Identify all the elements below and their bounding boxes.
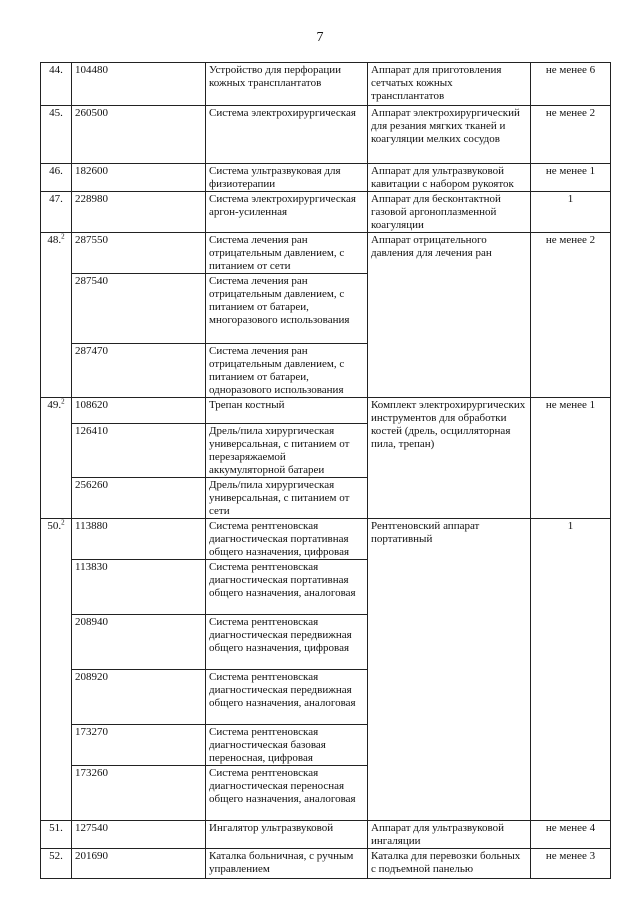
type-code: 104480 <box>72 63 206 106</box>
item-number-text: 45. <box>49 107 63 119</box>
type-name: Система ультразвуковая для физиотерапии <box>206 164 368 192</box>
type-code: 173270 <box>72 725 206 766</box>
quantity: не менее 4 <box>531 821 611 849</box>
type-code: 287550 <box>72 233 206 274</box>
device-name: Комплект электрохирургических инструментов для обработки костей (дрель, осцилляторная пила, трепан) <box>368 398 531 519</box>
item-number-text: 44. <box>49 64 63 76</box>
type-code: 182600 <box>72 164 206 192</box>
type-code: 208940 <box>72 615 206 670</box>
quantity: не менее 1 <box>531 164 611 192</box>
table-row <box>41 519 611 560</box>
type-name: Устройство для перфорации кожных трансплантатов <box>206 63 368 106</box>
footnote-mark: 2 <box>61 518 65 527</box>
item-number <box>41 106 72 164</box>
item-number-text: 46. <box>49 165 63 177</box>
table-row <box>41 233 611 274</box>
type-name: Система рентгеновская диагностическая передвижная общего назначения, аналоговая <box>206 670 368 725</box>
item-number <box>41 519 72 821</box>
quantity: не менее 6 <box>531 63 611 106</box>
quantity: не менее 2 <box>531 106 611 164</box>
item-number-text: 51. <box>49 822 63 834</box>
device-name: Каталка для перевозки больных с подъемной панелью <box>368 849 531 879</box>
quantity: 1 <box>531 519 611 821</box>
type-name: Система электрохирургическая <box>206 106 368 164</box>
type-name: Трепан костный <box>206 398 368 424</box>
device-name: Аппарат для ультразвуковой ингаляции <box>368 821 531 849</box>
type-name: Ингалятор ультразвуковой <box>206 821 368 849</box>
type-code: 208920 <box>72 670 206 725</box>
item-number <box>41 164 72 192</box>
item-number <box>41 233 72 398</box>
type-code: 173260 <box>72 766 206 821</box>
type-code: 287470 <box>72 344 206 398</box>
type-name: Система рентгеновская диагностическая портативная общего назначения, аналоговая <box>206 560 368 615</box>
item-number <box>41 821 72 849</box>
item-number <box>41 849 72 879</box>
device-name: Аппарат для бесконтактной газовой аргоноплазменной коагуляции <box>368 192 531 233</box>
type-code: 108620 <box>72 398 206 424</box>
type-code: 126410 <box>72 424 206 478</box>
quantity: не менее 3 <box>531 849 611 879</box>
quantity: не менее 1 <box>531 398 611 519</box>
item-number <box>41 63 72 106</box>
device-name: Аппарат для ультразвуковой кавитации с набором рукояток <box>368 164 531 192</box>
device-name: Аппарат для приготовления сетчатых кожных трансплантатов <box>368 63 531 106</box>
type-code: 260500 <box>72 106 206 164</box>
type-code: 113830 <box>72 560 206 615</box>
item-number <box>41 192 72 233</box>
footnote-mark: 2 <box>61 397 65 406</box>
type-name: Каталка больничная, с ручным управлением <box>206 849 368 879</box>
item-number-text: 47. <box>49 193 63 205</box>
equipment-table <box>40 62 611 879</box>
type-name: Система рентгеновская диагностическая передвижная общего назначения, цифровая <box>206 615 368 670</box>
table-row <box>41 398 611 424</box>
type-code: 201690 <box>72 849 206 879</box>
item-number-text: 50. <box>47 520 62 532</box>
device-name: Рентгеновский аппарат портативный <box>368 519 531 821</box>
page-number: 7 <box>316 30 324 45</box>
type-name: Система электрохирургическая аргон-усиленная <box>206 192 368 233</box>
table-row <box>41 164 611 192</box>
table-row <box>41 63 611 106</box>
type-name: Система рентгеновская диагностическая базовая переносная, цифровая <box>206 725 368 766</box>
table-row <box>41 821 611 849</box>
type-name: Система рентгеновская диагностическая портативная общего назначения, цифровая <box>206 519 368 560</box>
type-name: Система рентгеновская диагностическая переносная общего назначения, аналоговая <box>206 766 368 821</box>
quantity: не менее 2 <box>531 233 611 398</box>
type-name: Система лечения ран отрицательным давлением, с питанием от батареи, одноразового использования <box>206 344 368 398</box>
device-name: Аппарат электрохирургический для резания мягких тканей и коагуляции мелких сосудов <box>368 106 531 164</box>
item-number-text: 49. <box>47 399 62 411</box>
table-row <box>41 106 611 164</box>
device-name: Аппарат отрицательного давления для лечения ран <box>368 233 531 398</box>
type-code: 113880 <box>72 519 206 560</box>
item-number <box>41 398 72 519</box>
table-body <box>41 63 611 879</box>
footnote-mark: 2 <box>61 232 65 241</box>
table-row <box>41 192 611 233</box>
type-code: 256260 <box>72 478 206 519</box>
type-code: 287540 <box>72 274 206 344</box>
table-row <box>41 849 611 879</box>
type-name: Дрель/пила хирургическая универсальная, с питанием от сети <box>206 478 368 519</box>
type-code: 127540 <box>72 821 206 849</box>
type-name: Дрель/пила хирургическая универсальная, с питанием от перезаряжаемой аккумуляторной батареи <box>206 424 368 478</box>
type-name: Система лечения ран отрицательным давлением, с питанием от батареи, многоразового использования <box>206 274 368 344</box>
item-number-text: 52. <box>49 850 63 862</box>
quantity: 1 <box>531 192 611 233</box>
type-name: Система лечения ран отрицательным давлением, с питанием от сети <box>206 233 368 274</box>
type-code: 228980 <box>72 192 206 233</box>
item-number-text: 48. <box>47 234 62 246</box>
